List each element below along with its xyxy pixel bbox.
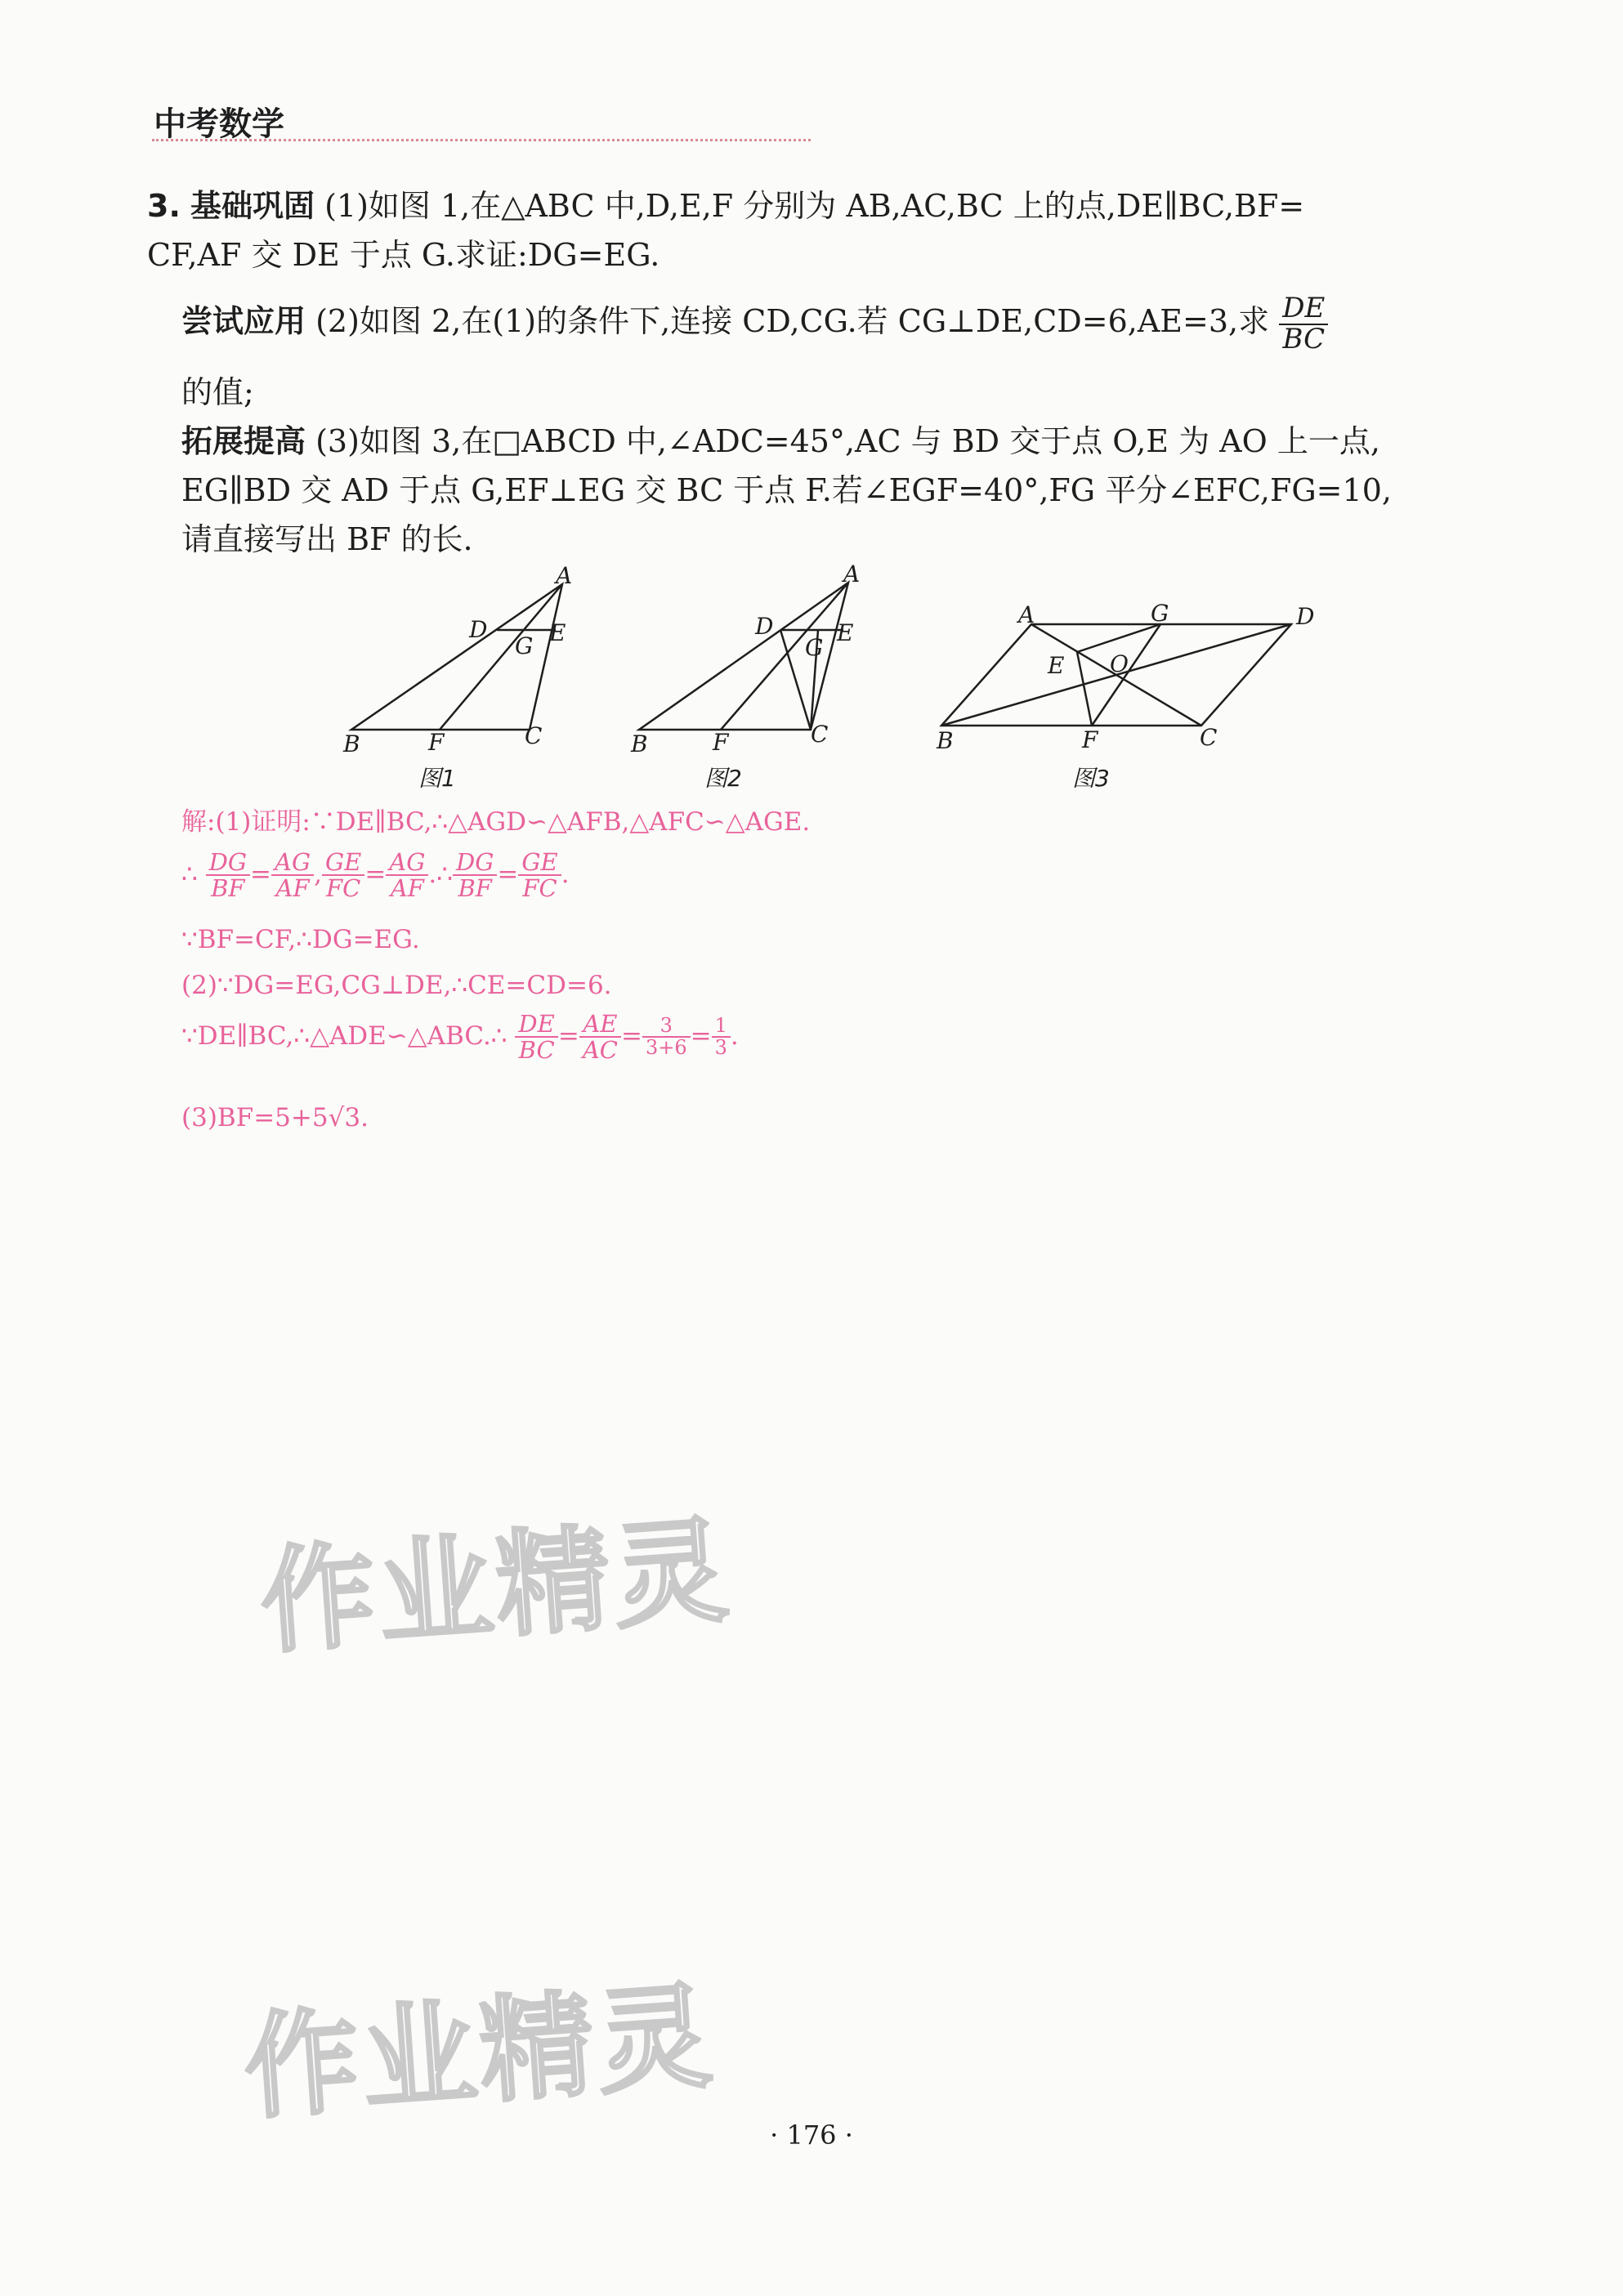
part1-tag: 基础巩固 — [190, 188, 315, 224]
answer-frac-4 — [386, 850, 428, 901]
eq3: = — [497, 859, 519, 889]
frac6-num: GE — [518, 850, 561, 876]
fig2-label-c: C — [811, 721, 829, 748]
part2-tag: 尝试应用 — [181, 303, 306, 340]
eq1: = — [250, 859, 271, 889]
answer-frac-2 — [271, 850, 314, 901]
fig3-label-a: A — [1018, 601, 1035, 628]
frac5-den: BF — [458, 874, 492, 903]
answer-line2-mid: .∴ — [428, 859, 453, 889]
figures-svg — [0, 0, 1623, 817]
part2-frac-den: BC — [1282, 322, 1326, 355]
part3-text-3: 请直接写出 BF 的长. — [181, 521, 473, 557]
answer-line2-end: . — [561, 859, 570, 889]
part2-tail: 的值; — [181, 374, 254, 410]
fig2-caption: 图2 — [704, 765, 742, 792]
frac9-num: 3 — [642, 1016, 691, 1038]
frac7-num: DE — [515, 1012, 557, 1038]
frac4-den: AF — [390, 874, 424, 903]
fig1-caption: 图1 — [418, 765, 456, 792]
frac3-num: GE — [322, 850, 364, 876]
fig3-label-f: F — [1082, 726, 1098, 753]
answer-line5 — [181, 1012, 1162, 1063]
fig2-label-a: A — [843, 561, 861, 587]
fig3-label-d: D — [1296, 603, 1315, 630]
fig3-label-c: C — [1200, 724, 1218, 751]
frac1-den: BF — [211, 874, 245, 903]
fig3-label-g: G — [1151, 600, 1169, 627]
answer-line5-prefix: ∵DE∥BC,∴△ADE∽△ABC.∴ — [181, 1021, 507, 1051]
comma1: , — [314, 859, 322, 889]
fig1-label-b: B — [343, 730, 360, 757]
fig1-label-g: G — [515, 632, 534, 659]
frac6-den: FC — [522, 874, 557, 903]
frac10-den: 3 — [714, 1036, 727, 1060]
answer-frac-3 — [322, 850, 364, 901]
frac7-den: BC — [518, 1036, 555, 1065]
eq5: = — [620, 1021, 642, 1051]
fig1-label-e: E — [549, 619, 566, 646]
fig1-label-f: F — [428, 729, 445, 756]
header-title: 中考数学 — [154, 105, 284, 143]
fig2-label-g: G — [805, 634, 824, 661]
answer-frac-8 — [579, 1012, 621, 1063]
answer-line3: ∵BF=CF,∴DG=EG. — [181, 925, 420, 954]
fig3-caption: 图3 — [1072, 765, 1110, 792]
frac9-den: 3+6 — [645, 1036, 687, 1060]
answer-line4: (2)∵DG=EG,CG⊥DE,∴CE=CD=6. — [181, 971, 612, 1000]
eq2: = — [364, 859, 387, 889]
frac2-den: AF — [275, 874, 310, 903]
frac10-num: 1 — [712, 1016, 731, 1038]
answer-frac-1 — [206, 850, 250, 901]
part3-tag: 拓展提高 — [181, 423, 306, 459]
fig3-label-o: O — [1110, 650, 1129, 677]
answer-frac-7 — [515, 1012, 557, 1063]
frac8-den: AC — [582, 1036, 618, 1065]
fig2-label-f: F — [713, 729, 729, 756]
answer-frac-9 — [642, 1016, 691, 1058]
frac1-num: DG — [206, 850, 250, 876]
fig1-label-c: C — [525, 722, 543, 749]
watermark-1: 作业精灵 — [256, 1504, 735, 1670]
fig3-segment-ef — [1077, 652, 1092, 726]
frac8-num: AE — [579, 1012, 621, 1038]
page-number: · 176 · — [770, 2120, 853, 2151]
fig1-label-a: A — [556, 562, 573, 589]
part3-text-2: EG∥BD 交 AD 于点 G,EF⊥EG 交 BC 于点 F.若∠EGF=40°,FG 平分∠EFC,FG=10, — [181, 472, 1392, 508]
fig2-label-b: B — [631, 730, 648, 757]
fig1-label-d: D — [469, 616, 488, 643]
fig2-label-d: D — [755, 613, 774, 640]
fig3-label-b: B — [937, 727, 954, 754]
answer-frac-10 — [712, 1016, 731, 1058]
part1-text-2: CF,AF 交 DE 于点 G.求证:DG=EG. — [147, 237, 660, 273]
part2-text: (2)如图 2,在(1)的条件下,连接 CD,CG.若 CG⊥DE,CD=6,AE=3,求 — [315, 303, 1270, 340]
frac3-den: FC — [325, 874, 361, 903]
fig3-segment-eg — [1077, 624, 1160, 652]
question-number: 3. — [147, 188, 181, 224]
answer-line1: 解:(1)证明:∵DE∥BC,∴△AGD∽△AFB,△AFC∽△AGE. — [181, 807, 811, 837]
fig2-label-e: E — [837, 619, 854, 646]
part2-frac-num: DE — [1279, 294, 1328, 325]
answer-line2-prefix: ∴ — [181, 859, 198, 889]
eq4: = — [557, 1021, 579, 1051]
answer-line5-end: . — [730, 1021, 739, 1051]
frac5-num: DG — [453, 850, 497, 876]
frac2-num: AG — [271, 850, 314, 876]
fig3-label-e: E — [1048, 652, 1065, 679]
answer-line2 — [181, 850, 1162, 901]
answer-frac-5 — [453, 850, 497, 901]
frac4-num: AG — [386, 850, 428, 876]
part3-text-1: (3)如图 3,在□ABCD 中,∠ADC=45°,AC 与 BD 交于点 O,E 为 AO 上一点, — [315, 423, 1380, 459]
watermark-2: 作业精灵 — [239, 1970, 719, 2136]
eq6: = — [690, 1021, 712, 1051]
answer-line6: (3)BF=5+5√3. — [181, 1103, 369, 1132]
answer-frac-6 — [518, 850, 561, 901]
part1-text-1: (1)如图 1,在△ABC 中,D,E,F 分别为 AB,AC,BC 上的点,DE∥BC,BF= — [324, 188, 1305, 224]
